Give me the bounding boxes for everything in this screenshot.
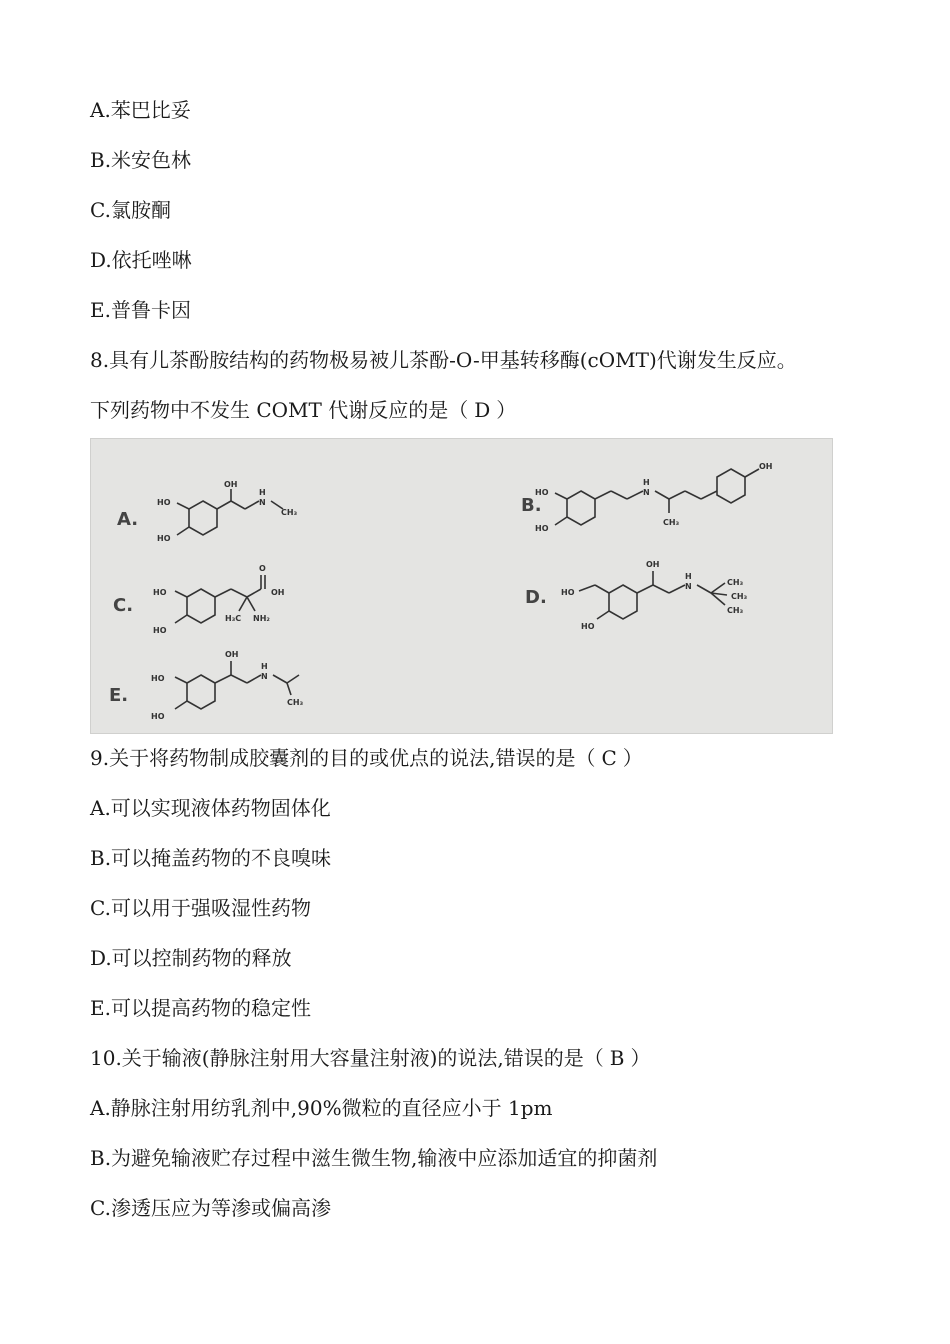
a-n: N	[259, 498, 266, 507]
q9-stem-suffix: ）	[622, 746, 643, 770]
structure-e	[151, 650, 304, 721]
structure-c-label: C.	[113, 595, 134, 616]
q8-stem-suffix: ）	[496, 398, 517, 422]
e-ho-1: HO	[151, 674, 165, 683]
b-h: H	[643, 478, 650, 487]
q8-stem-line1: 8.具有儿茶酚胺结构的药物极易被儿茶酚-O-甲基转移酶(cOMT)代谢发生反应。	[90, 348, 797, 372]
q10-stem-prefix: 10.关于输液(静脉注射用大容量注射液)的说法,错误的是（	[90, 1046, 604, 1070]
q10-option-b: B.为避免输液贮存过程中滋生微生物,输液中应添加适宜的抑菌剂	[90, 1146, 658, 1170]
c-ho-2: HO	[153, 626, 167, 635]
b-ho-1: HO	[535, 488, 549, 497]
q7-option-d: D.依托唑啉	[90, 248, 192, 272]
q7-option-b: B.米安色林	[90, 148, 192, 172]
q8-structures-figure	[90, 438, 833, 734]
q9-option-d: D.可以控制药物的释放	[90, 946, 292, 970]
b-ch3: CH₃	[663, 518, 680, 527]
q10-option-c: C.渗透压应为等渗或偏高渗	[90, 1196, 331, 1220]
c-h3c: H₃C	[225, 614, 242, 623]
e-h: H	[261, 662, 268, 671]
q7-option-a: A.苯巴比妥	[90, 98, 191, 122]
q8-stem-line2	[90, 396, 516, 424]
a-oh: OH	[224, 480, 238, 489]
structure-c	[153, 564, 285, 635]
b-n: N	[643, 488, 650, 497]
c-oh: OH	[271, 588, 285, 597]
structure-d	[561, 560, 748, 631]
a-ho-2: HO	[157, 534, 171, 543]
q9-option-b: B.可以掩盖药物的不良嗅味	[90, 846, 332, 870]
d-oh: OH	[646, 560, 660, 569]
e-ho-2: HO	[151, 712, 165, 721]
d-h: H	[685, 572, 692, 581]
structure-b	[535, 462, 773, 533]
d-ch3-3: CH₃	[727, 606, 744, 615]
d-ch3-1: CH₃	[727, 578, 744, 587]
structure-b-label: B.	[521, 495, 542, 516]
d-n: N	[685, 582, 692, 591]
e-oh: OH	[225, 650, 239, 659]
a-h: H	[259, 488, 266, 497]
structure-a-label: A.	[117, 509, 139, 530]
d-ch3-2: CH₃	[731, 592, 748, 601]
a-ho-1: HO	[157, 498, 171, 507]
b-ho-2: HO	[535, 524, 549, 533]
q8-stem-prefix: 下列药物中不发生 COMT 代谢反应的是（	[90, 398, 469, 422]
q10-stem-suffix: ）	[630, 1046, 651, 1070]
c-nh2: NH₂	[253, 614, 270, 623]
q9-stem-prefix: 9.关于将药物制成胶囊剂的目的或优点的说法,错误的是（	[90, 746, 596, 770]
q8-answer: D	[474, 398, 491, 422]
q9-option-c: C.可以用于强吸湿性药物	[90, 896, 311, 920]
q9-stem	[90, 744, 643, 772]
q7-option-c: C.氯胺酮	[90, 198, 171, 222]
q7-option-e: E.普鲁卡因	[90, 298, 191, 322]
e-n: N	[261, 672, 268, 681]
b-oh: OH	[759, 462, 773, 471]
q9-answer: C	[601, 746, 617, 770]
d-ho-1: HO	[561, 588, 575, 597]
e-ch3: CH₃	[287, 698, 304, 707]
q10-stem	[90, 1044, 650, 1072]
a-ch3: CH₃	[281, 508, 298, 517]
q9-option-e: E.可以提高药物的稳定性	[90, 996, 311, 1020]
structure-d-label: D.	[525, 587, 547, 608]
q10-answer: B	[609, 1046, 625, 1070]
c-ho-1: HO	[153, 588, 167, 597]
q9-option-a: A.可以实现液体药物固体化	[90, 796, 331, 820]
d-ho-2: HO	[581, 622, 595, 631]
structure-e-label: E.	[109, 685, 129, 706]
structure-a	[157, 480, 298, 543]
c-o: O	[259, 564, 266, 573]
structures-svg	[91, 439, 833, 734]
q10-option-a: A.静脉注射用纺乳剂中,90%微粒的直径应小于 1pm	[90, 1096, 553, 1120]
